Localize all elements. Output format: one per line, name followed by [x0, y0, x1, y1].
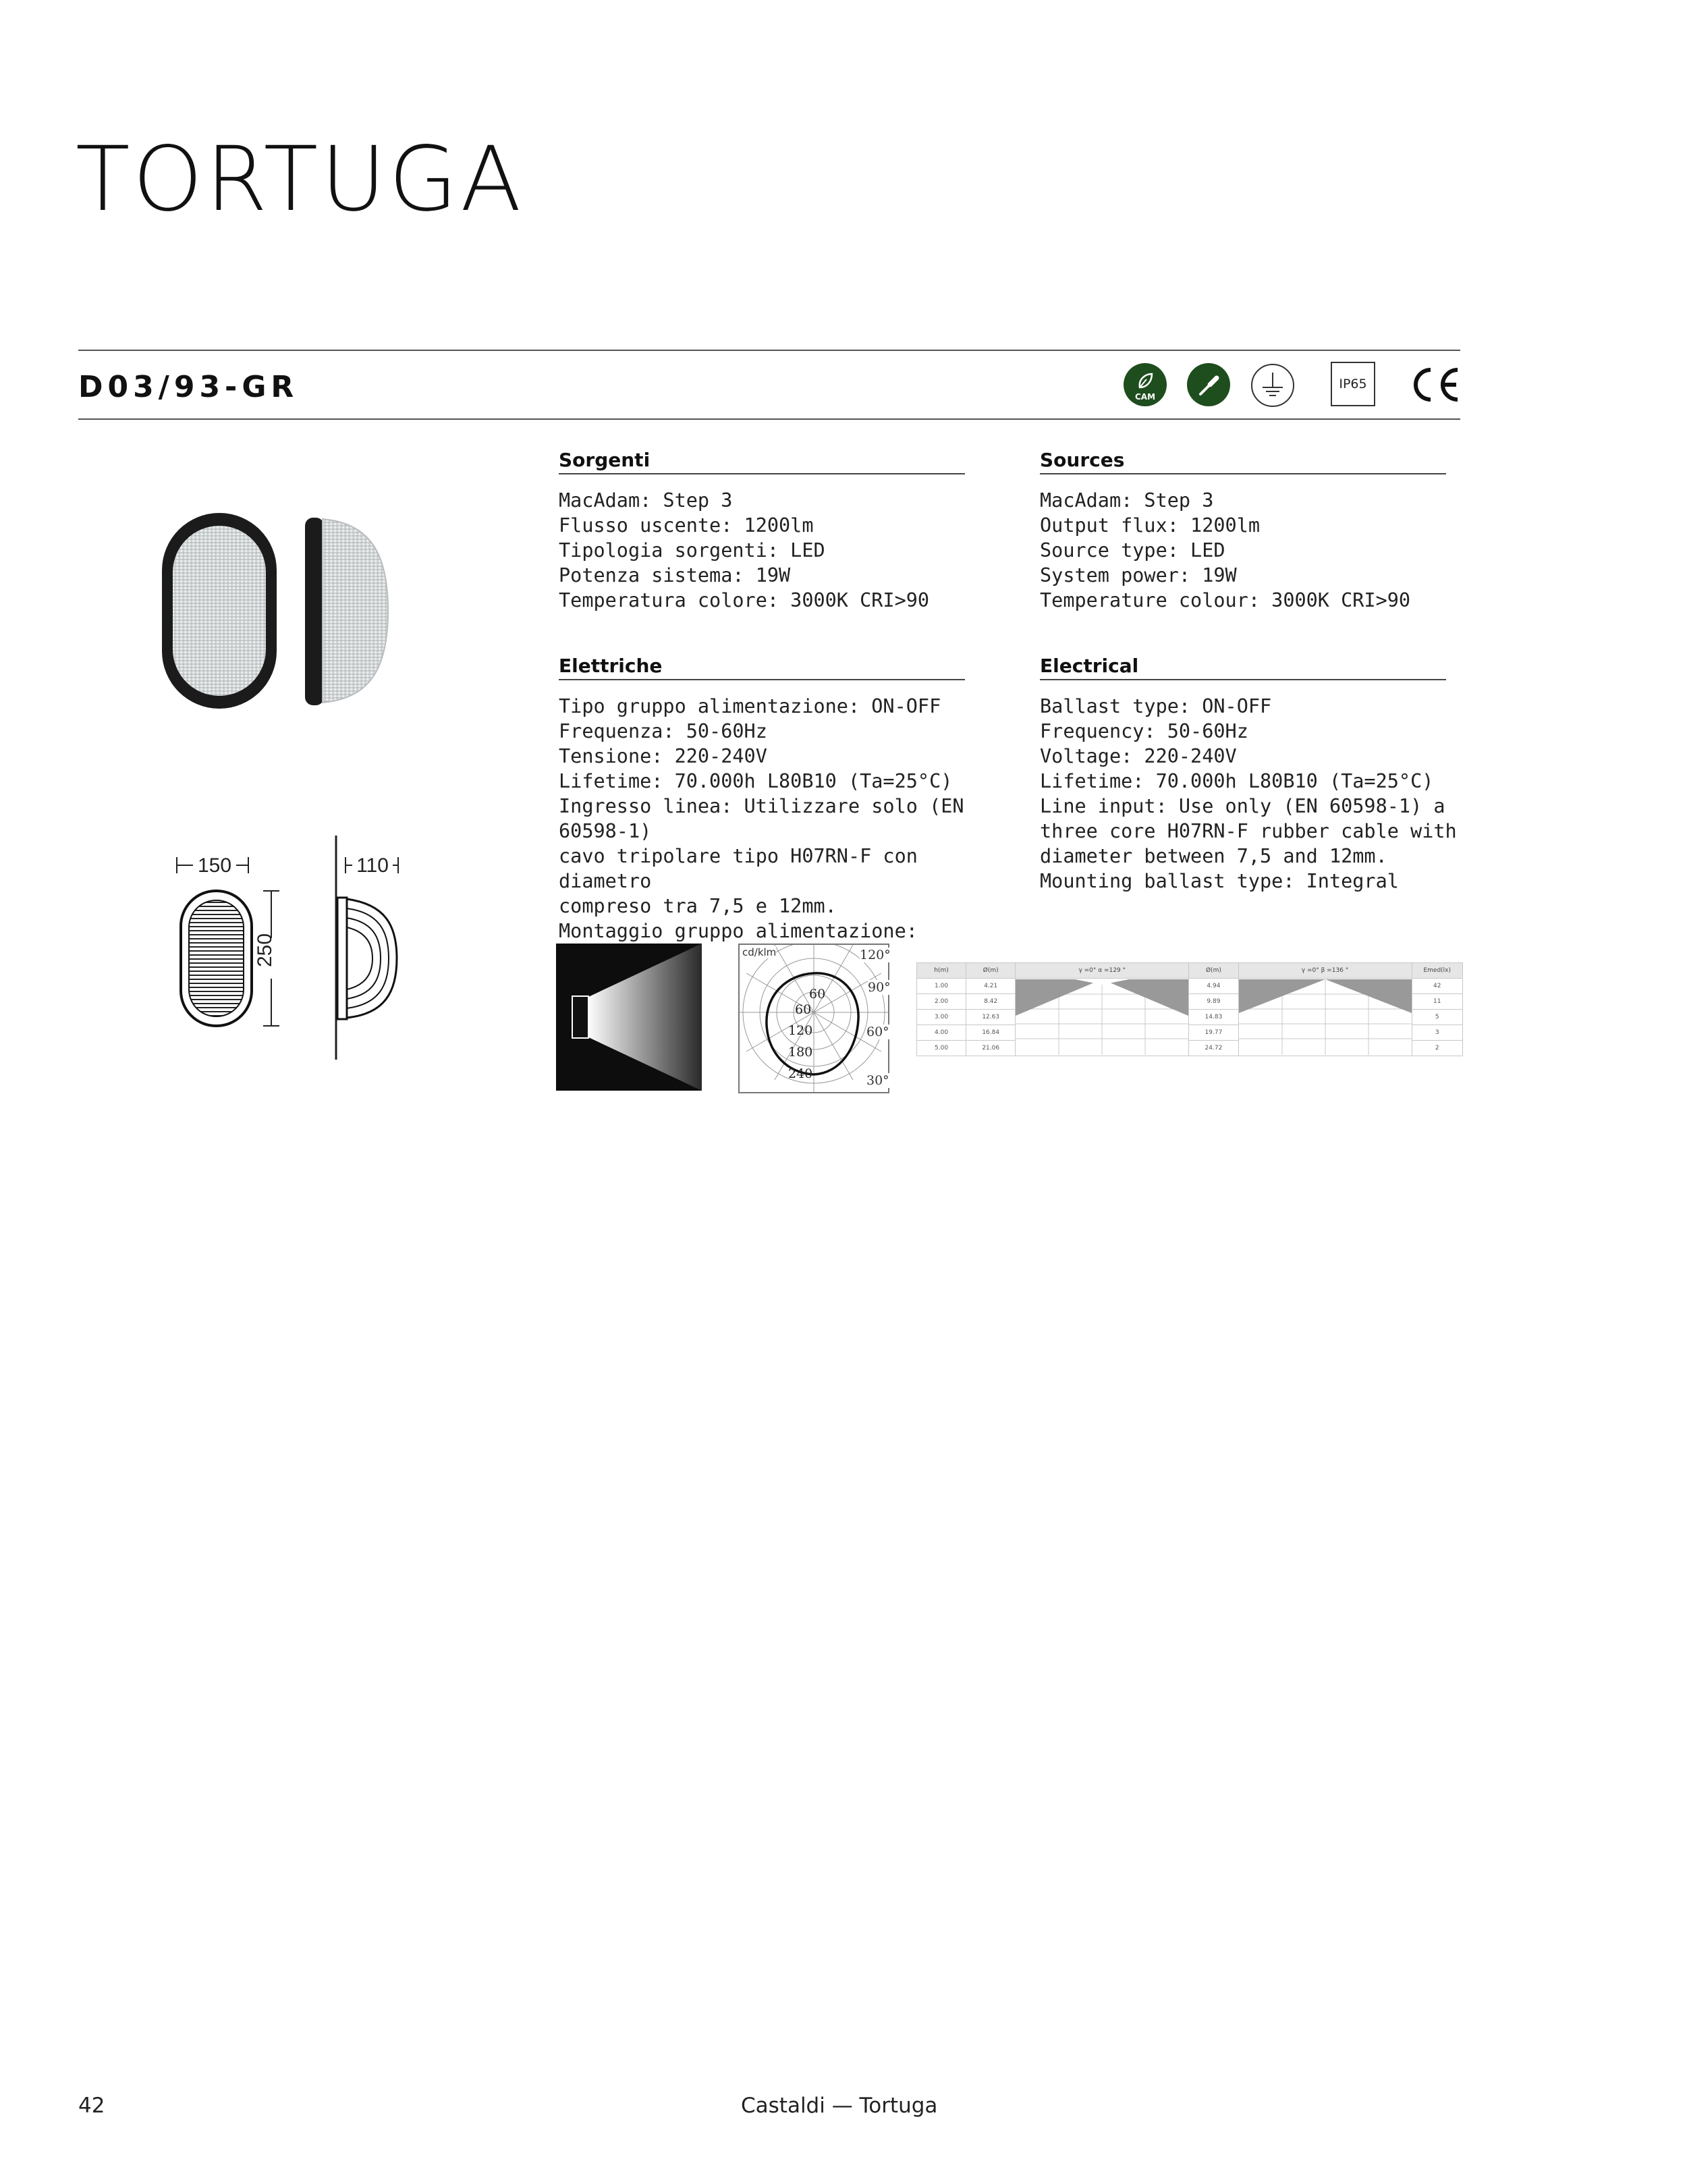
width-dimension: 150 — [197, 854, 232, 877]
cell-emed: 3 — [1412, 1025, 1462, 1041]
footer-caption: Castaldi — Tortuga — [741, 2094, 938, 2118]
cell-h: 2.00 — [917, 994, 966, 1010]
polar-photometric-diagram — [738, 944, 889, 1093]
depth-dimension: 110 — [356, 854, 389, 877]
ce-mark-icon — [1408, 364, 1462, 405]
polar-radius-60b: 60 — [809, 987, 826, 1002]
cell-diam-1: 8.42 — [966, 994, 1016, 1010]
cam-leaf-icon — [1124, 363, 1167, 406]
electrical-text: Ballast type: ON-OFF Frequency: 50-60Hz Voltage: 220-240V Lifetime: 70.000h L80B10 (Ta=25°C) Line input: Use only (EN 60598-1) a three core H07RN-F rubber cable with diameter between 7,5 and 12mm. Mounting ballast type: Integral — [1040, 695, 1457, 892]
illuminance-table-wrap — [916, 962, 1463, 1056]
cell-diam-2: 14.83 — [1189, 1010, 1238, 1025]
polar-radius-180: 180 — [788, 1045, 813, 1060]
cell-diam-2: 24.72 — [1189, 1041, 1238, 1056]
cell-emed: 2 — [1412, 1041, 1462, 1056]
sources-rule — [1040, 473, 1446, 474]
height-dimension: 250 — [254, 933, 276, 968]
cell-h: 4.00 — [917, 1025, 966, 1041]
electrical-heading: Electrical — [1040, 655, 1139, 677]
cell-diam-1: 16.84 — [966, 1025, 1016, 1041]
col-h: h(m) — [917, 963, 966, 979]
cell-diam-1: 21.06 — [966, 1041, 1016, 1056]
col-diam-1: Ø(m) — [966, 963, 1016, 979]
polar-angle-60: 60° — [866, 1025, 889, 1039]
cell-diam-1: 4.21 — [966, 979, 1016, 994]
cell-emed: 5 — [1412, 1010, 1462, 1025]
polar-angle-120: 120° — [860, 948, 891, 962]
sorgenti-heading: Sorgenti — [559, 449, 651, 471]
header-top-rule — [78, 350, 1460, 351]
sources-heading: Sources — [1040, 449, 1125, 471]
beam-alpha-graphic — [1016, 979, 1189, 1056]
cell-diam-2: 4.94 — [1189, 979, 1238, 994]
page-number: 42 — [78, 2094, 105, 2118]
beam-beta-graphic — [1238, 979, 1412, 1056]
screwdriver-icon — [1187, 363, 1230, 406]
cell-emed: 11 — [1412, 994, 1462, 1010]
col-diam-2: Ø(m) — [1189, 963, 1238, 979]
cell-diam-2: 19.77 — [1189, 1025, 1238, 1041]
cell-h: 3.00 — [917, 1010, 966, 1025]
product-photo — [155, 510, 405, 712]
col-beam-beta: γ =0° β =136 ° — [1238, 963, 1412, 979]
elettriche-text: Tipo gruppo alimentazione: ON-OFF Frequenza: 50-60Hz Tensione: 220-240V Lifetime: 70.000h L80B10 (Ta=25°C) Ingresso linea: Utilizzare solo (EN 60598-1) cavo tripolare tipo H07RN-F con diametro compreso tra 7,5 e 12mm. Montaggio gruppo alimentazione: — [559, 695, 964, 942]
elettriche-heading: Elettriche — [559, 655, 663, 677]
polar-radius-240: 240 — [788, 1066, 813, 1081]
elettriche-rule — [559, 679, 965, 680]
illuminance-table — [916, 962, 1463, 1056]
cam-label: CAM — [1134, 392, 1156, 402]
electrical-rule — [1040, 679, 1446, 680]
table-row — [917, 979, 1463, 994]
cell-h: 1.00 — [917, 979, 966, 994]
polar-radius-120: 120 — [788, 1023, 813, 1038]
cell-h: 5.00 — [917, 1041, 966, 1056]
light-beam-diagram — [556, 944, 702, 1091]
polar-angle-30: 30° — [866, 1073, 889, 1088]
cell-emed: 42 — [1412, 979, 1462, 994]
polar-angle-90: 90° — [868, 980, 891, 995]
dimension-drawing — [169, 823, 412, 1073]
header-bottom-rule — [78, 418, 1460, 420]
sorgenti-rule — [559, 473, 965, 474]
product-code: D03/93-GR — [78, 370, 299, 404]
page-title: TORTUGA — [76, 128, 524, 231]
cell-diam-2: 9.89 — [1189, 994, 1238, 1010]
sources-text: MacAdam: Step 3 Output flux: 1200lm Source type: LED System power: 19W Temperature colour: 3000K CRI>90 — [1040, 489, 1411, 611]
col-emed: Emed(lx) — [1412, 963, 1462, 979]
sorgenti-text: MacAdam: Step 3 Flusso uscente: 1200lm Tipologia sorgenti: LED Potenza sistema: 19W Temperatura colore: 3000K CRI>90 — [559, 489, 930, 611]
cell-diam-1: 12.63 — [966, 1010, 1016, 1025]
illuminance-header-row — [917, 963, 1463, 979]
ground-earth-icon — [1250, 363, 1295, 408]
polar-radius-60a: 60 — [795, 1002, 812, 1017]
ip65-badge: IP65 — [1331, 362, 1375, 406]
col-beam-alpha: γ =0° α =129 ° — [1016, 963, 1189, 979]
polar-unit: cd/klm — [742, 946, 777, 958]
